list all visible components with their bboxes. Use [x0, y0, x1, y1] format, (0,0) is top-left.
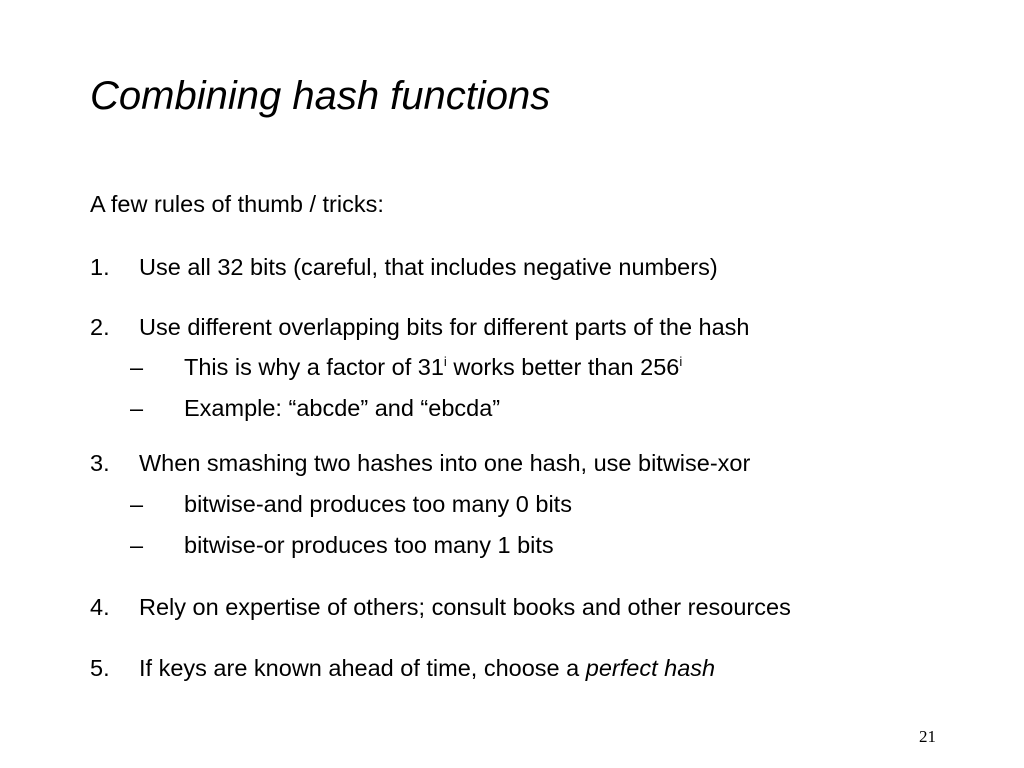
dash-bullet: – [130, 395, 144, 421]
sub-item-text [184, 353, 682, 381]
item-text [139, 654, 715, 682]
superscript-i: i [443, 354, 447, 369]
sub-item-text-part: This is why a factor of 31 [184, 354, 444, 380]
item-number: 3. [90, 450, 110, 476]
item-number: 1. [90, 254, 110, 280]
item-number: 5. [90, 655, 110, 681]
sub-item-text: bitwise-and produces too many 0 bits [184, 491, 572, 517]
item-text: Use different overlapping bits for different parts of the hash [139, 314, 750, 340]
dash-bullet: – [130, 354, 144, 380]
item-number: 4. [90, 594, 110, 620]
dash-bullet: – [130, 532, 144, 558]
superscript-i: i [679, 354, 683, 369]
item-text: Rely on expertise of others; consult books and other resources [139, 594, 791, 620]
sub-item-text-part: works better than 256 [446, 354, 680, 380]
item-text-emphasis: perfect hash [585, 655, 716, 681]
item-text-part: If keys are known ahead of time, choose a [139, 655, 586, 681]
intro-text: A few rules of thumb / tricks: [90, 191, 384, 217]
item-text: When smashing two hashes into one hash, use bitwise-xor [139, 450, 751, 476]
sub-item-text: Example: “abcde” and “ebcda” [184, 395, 501, 421]
item-text: Use all 32 bits (careful, that includes negative numbers) [139, 254, 718, 280]
dash-bullet: – [130, 491, 144, 517]
slide-title: Combining hash functions [90, 74, 551, 118]
item-number: 2. [90, 314, 110, 340]
sub-item-text: bitwise-or produces too many 1 bits [184, 532, 554, 558]
page-number: 21 [919, 727, 936, 746]
